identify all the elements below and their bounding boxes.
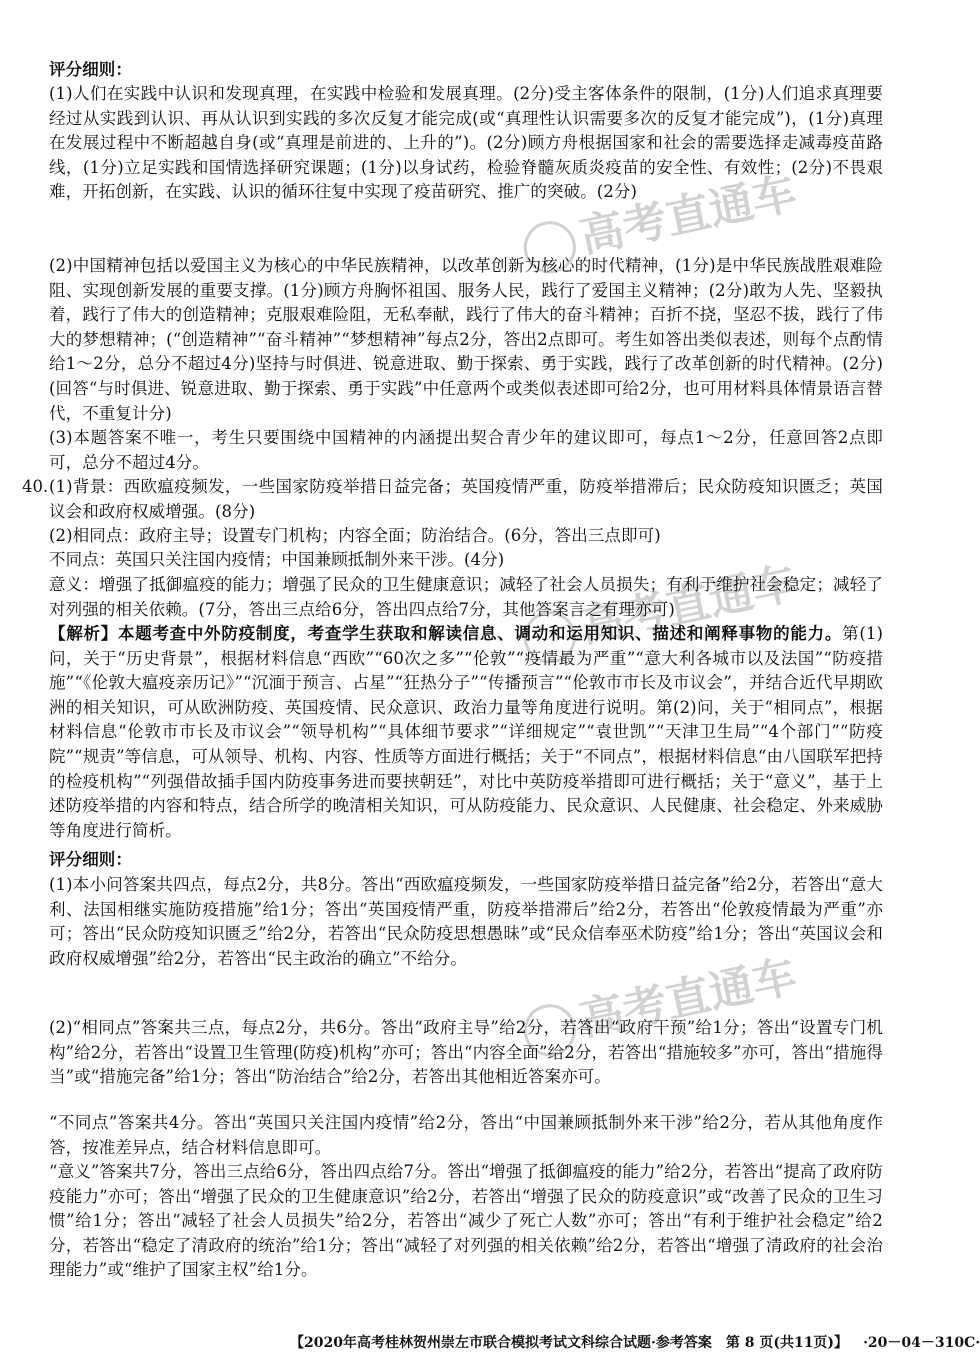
analysis-body: 第(1)问，关于“历史背景”，根据材料信息“西欧”“60次之多”“伦敦”“疫情最为严重”“意大利各城市以及法国”“防疫措施”“《伦敦大瘟疫亲历记》”“沉湎于预言、占星”“狂热分子”“传播预言”“伦敦市市长及市议会”，并结合近代早期欧洲的相关知识，可从欧洲防疫、英国疫情、民众意识、政治力量等角度进行说明。第(2)问，关于“相同点”，根据材料信息“伦敦市市长及市议会”“领导机构”“具体细节要求”“详细规定”“袁世凯”“天津卫生局”“4个部门”“防疫院”“规责”等信息，可从领导、机构、内容、性质等方面进行概括；关于“不同点”，根据材料信息“由八国联军把持的检疫机构”“列强借故插手国内防疫事务进而要挟朝廷”，对比中英防疫举措即可进行概括；关于“意义”，基于上述防疫举措的内容和特点，结合所学的晚清相关知识，可从防疫能力、民众意识、人民健康、社会稳定、外来威胁等角度进行简析。 xyxy=(49,624,883,840)
answer-paragraph-q39-2: (2)中国精神包括以爱国主义为核心的中华民族精神，以改革创新为核心的时代精神，(1分)是中华民族战胜艰难险阻、实现创新发展的重要支撑。(1分)顾方舟胸怀祖国、服务人民，践行了爱国主义精神；(2分)敢为人先、坚毅执着，践行了伟大的创造精神；克服艰难险阻，无私奉献，践行了伟大的奋斗精神；百折不挠，坚忍不拔，践行了伟大的梦想精神；(“创造精神”“奋斗精神”“梦想精神”每点2分，答出2点即可。考生如答出类似表述，则每个点酌情给1～2分，总分不超过4分)坚持与时俱进、锐意进取、勤于探索、勇于实践，践行了改革创新的时代精神。(2分)(回答“与时俱进、锐意进取、勤于探索、勇于实践”中任意两个或类似表述即可给2分，也可用材料具体情景语言替代，不重复计分) xyxy=(49,256,883,423)
watermark-text: 高考直通车 xyxy=(575,950,802,1047)
answer-paragraph-q39-1: (1)人们在实践中认识和发现真理，在实践中检验和发展真理。(2分)受主客体条件的限制，(1分)人们追求真理要经过从实践到认识、再从认识到实践的多次反复才能完成(或“真理性认识需要多次的反复才能完成”)，(1分)真理在发展过程中不断超越自身(或“真理是前进的、上升的”)。(2分)顾方舟根据国家和社会的需要选择走减毒疫苗路线，(1分)立足实践和国情选择研究课题；(1分)以身试药，检验脊髓灰质炎疫苗的安全性、有效性；(2分)不畏艰难，开拓创新，在实践、认识的循环往复中实现了疫苗研究、推广的突破。(2分) xyxy=(49,84,883,202)
answer-paragraph-q40-significance: 意义：增强了抵御瘟疫的能力；增强了民众的卫生健康意识；减轻了社会人员损失；有利于维护社会稳定；减轻了对列强的相关依赖。(7分，答出三点给6分，答出四点给7分，其他答案言之有理亦可) xyxy=(49,575,883,619)
watermark-text: 高考直通车 xyxy=(575,167,802,264)
scoring-paragraph-2: (2)“相同点”答案共三点，每点2分，共6分。答出“政府主导”给2分，若答出“政府干预”给1分；答出“设置专门机构”给2分，若答出“设置卫生管理(防疫)机构”亦可；答出“内容全面”给2分，若答出“措施较多”亦可，答出“措施得当”或“措施完备”给1分；答出“防治结合”给2分，若答出其他相近答案亦可。 xyxy=(49,1018,883,1087)
footer-title: 【2020年高考桂林贺州崇左市联合模拟考试文科综合试题·参考答案 第 8 页(共11页)】 xyxy=(290,1335,842,1351)
analysis-paragraph xyxy=(49,622,883,843)
watermark-text: 高考直通车 xyxy=(575,557,802,654)
answer-paragraph-q40-2: (2)相同点：政府主导；设置专门机构；内容全面；防治结合。(6分，答出三点即可) xyxy=(49,526,661,545)
scoring-paragraph-3: “不同点”答案共4分。答出“英国只关注国内疫情”给2分，答出“中国兼顾抵制外来干涉”给2分，若从其他角度作答，按准差异点，结合材料信息即可。 xyxy=(49,1113,883,1157)
analysis-lead: 【解析】本题考查中外防疫制度，考查学生获取和解读信息、调动和运用知识、描述和阐释事物的能力。 xyxy=(49,624,843,643)
scoring-paragraph-4: “意义”答案共7分，答出三点给6分，答出四点给7分。答出“增强了抵御瘟疫的能力”给2分，若答出“提高了政府防疫能力”亦可；答出“增强了民众的卫生健康意识”给2分，若答出“增强了民众的防疫意识”或“改善了民众的卫生习惯”给1分；答出“减轻了社会人员损失”给2分，若答出“减少了死亡人数”亦可；答出“有利于维护社会稳定”给2分，若答出“稳定了清政府的统治”给1分；答出“减轻了对列强的相关依赖”给2分，若答出“增强了清政府的社会治理能力”或“维护了国家主权”给1分。 xyxy=(49,1162,883,1280)
page-footer xyxy=(290,1333,980,1353)
section-heading-scoring-rules-1: 评分细则： xyxy=(49,60,132,79)
scoring-paragraph-1: (1)本小问答案共四点，每点2分，共8分。答出“西欧瘟疫频发，一些国家防疫举措日益完备”给2分，若答出“意大利、法国相继实施防疫措施”给1分；答出“英国疫情严重，防疫举措滞后”给2分，若答出“伦敦疫情最为严重”亦可；答出“民众防疫知识匮乏”给2分，若答出“民众防疫思想愚昧”或“民众信奉巫术防疫”给1分；答出“英国议会和政府权威增强”给2分，若答出“民主政治的确立”不给分。 xyxy=(49,875,883,968)
footer-code: ·20－04－310C· xyxy=(863,1335,980,1351)
answer-paragraph-q39-3: (3)本题答案不唯一，考生只要围绕中国精神的内涵提出契合青少年的建议即可，每点1～2分，任意回答2点即可，总分不超过4分。 xyxy=(49,428,883,472)
answer-paragraph-q40-1: (1)背景：西欧瘟疫频发，一些国家防疫举措日益完备；英国疫情严重，防疫举措滞后；民众防疫知识匮乏；英国议会和政府权威增强。(8分) xyxy=(49,477,883,521)
section-heading-scoring-rules-2: 评分细则： xyxy=(49,850,132,869)
answer-paragraph-q40-differences: 不同点：英国只关注国内疫情；中国兼顾抵制外来干涉。(4分) xyxy=(49,550,505,569)
question-number-40: 40. xyxy=(22,477,49,496)
